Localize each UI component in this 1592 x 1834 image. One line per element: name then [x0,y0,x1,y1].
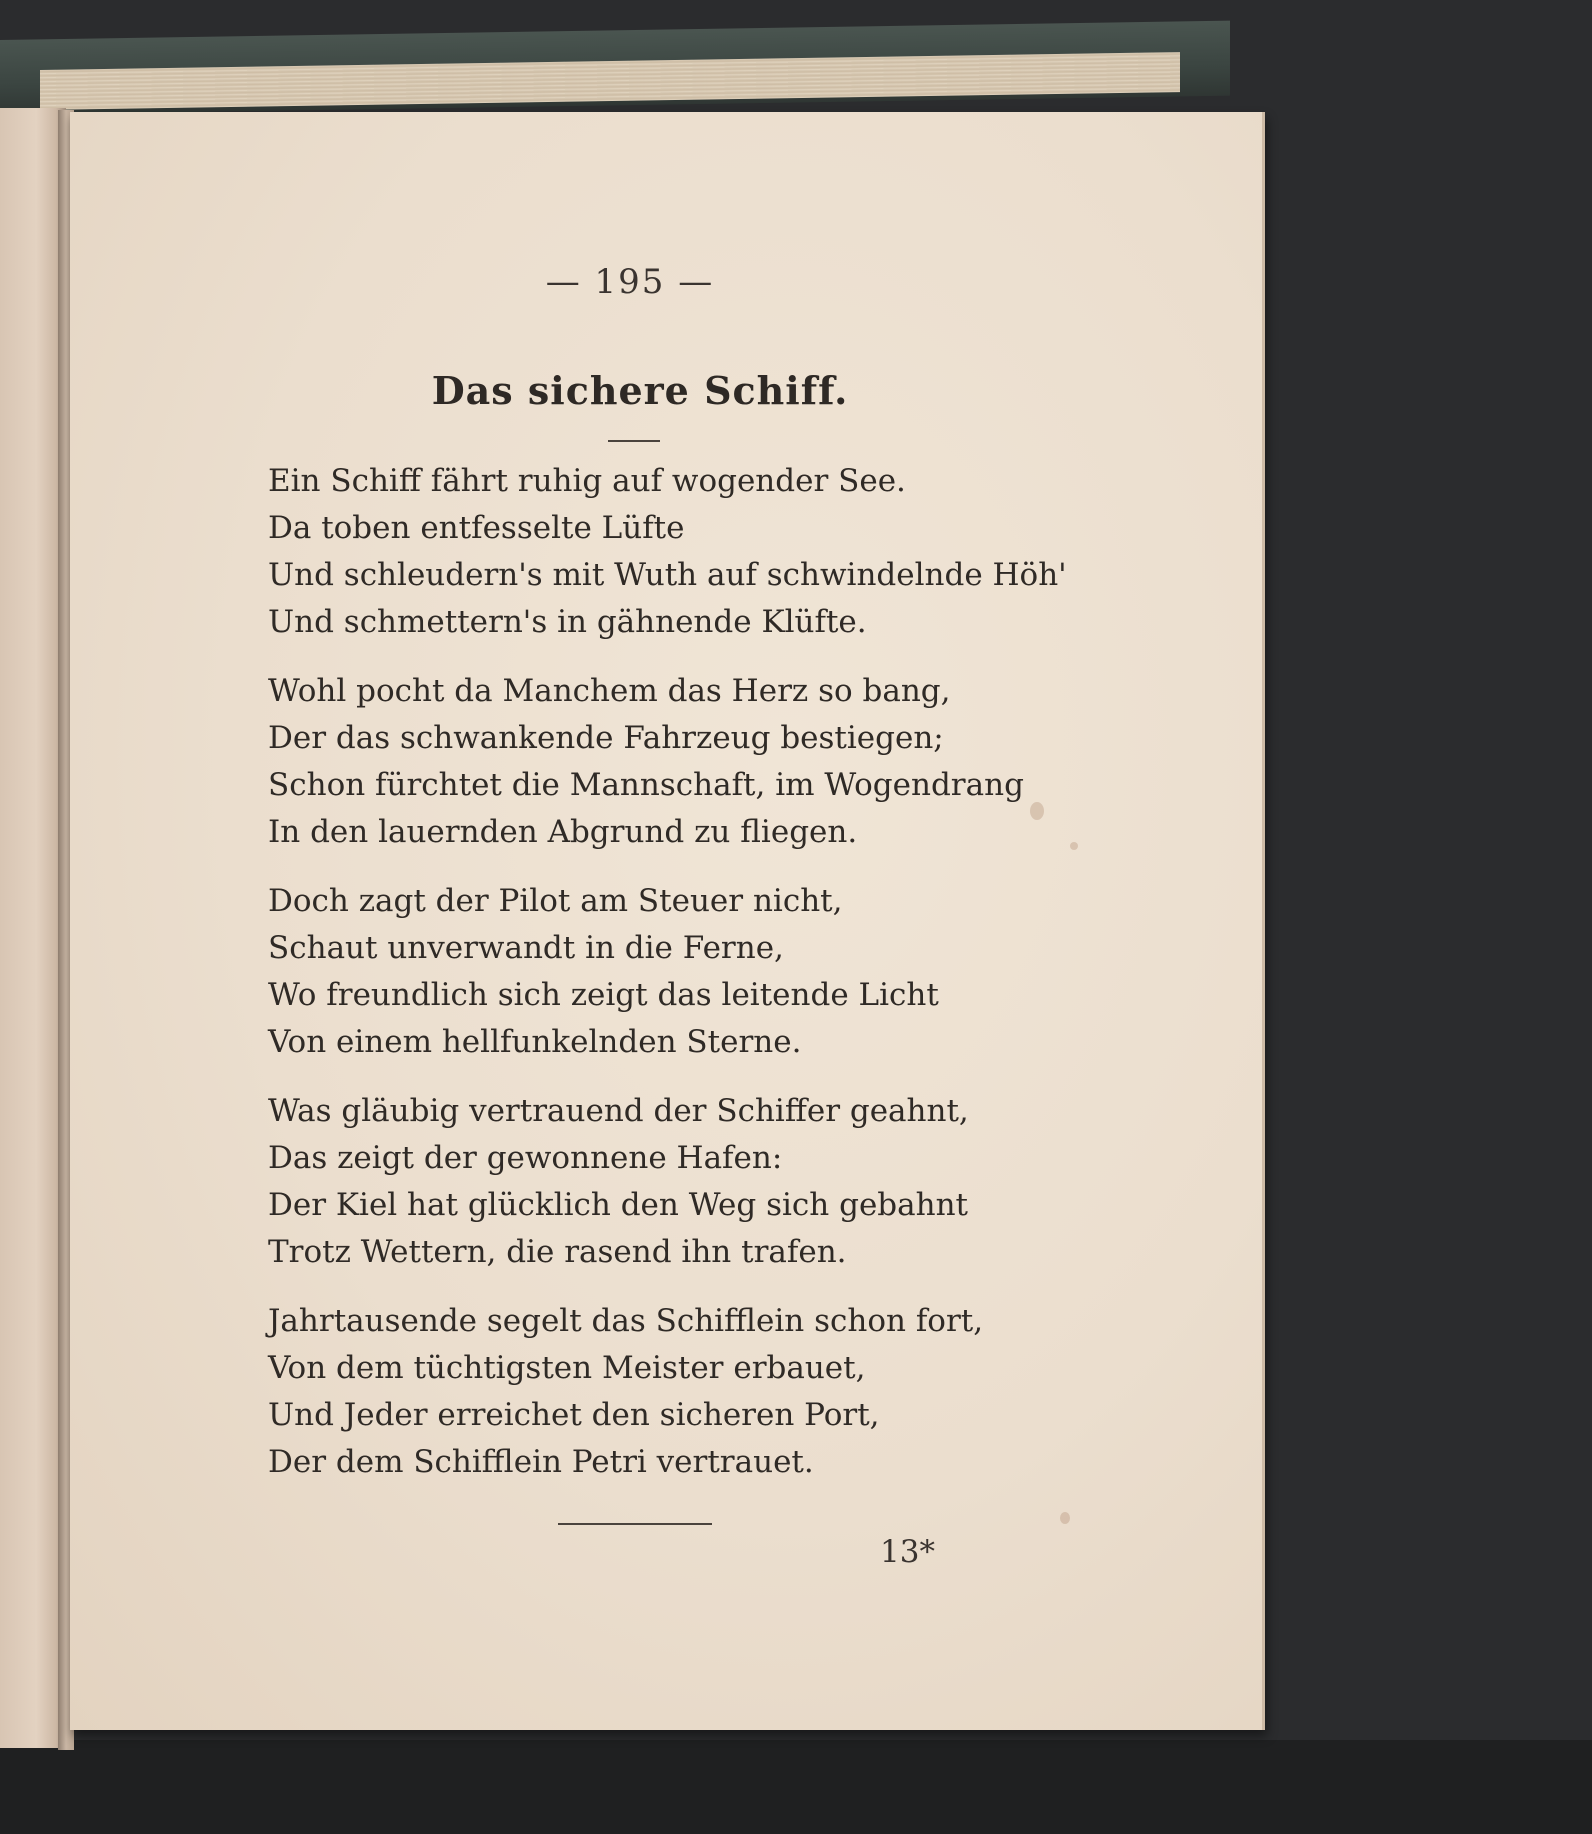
poem-line: Wo freundlich sich zeigt das leitende Licht [268,977,939,1013]
title-divider [608,440,660,442]
left-page-strip [0,108,66,1748]
poem-line: In den lauernden Abgrund zu fliegen. [268,814,858,850]
poem-line: Schaut unverwandt in die Ferne, [268,930,784,966]
stain [1060,1512,1070,1524]
stanza [268,458,1067,646]
page-number: — 195 — [545,262,715,302]
poem-line: Trotz Wettern, die rasend ihn trafen. [268,1234,847,1270]
poem-body [268,458,1067,1508]
poem-line: Und Jeder erreichet den sicheren Port, [268,1397,880,1433]
end-divider [558,1523,712,1525]
stanza [268,1088,1028,1276]
table-surface [0,1740,1592,1834]
signature-mark: 13* [880,1534,935,1570]
poem-line: Von dem tüchtigsten Meister erbauet, [268,1350,866,1386]
poem-line: Und schleudern's mit Wuth auf schwindelnde Höh' [268,557,1067,593]
stanza [268,668,1028,856]
poem-line: Ein Schiff fährt ruhig auf wogender See. [268,463,906,499]
stanza [268,878,1028,1066]
poem-line: Und schmettern's in gähnende Klüfte. [268,604,867,640]
stain [1070,842,1078,850]
poem-line: Was gläubig vertrauend der Schiffer geahnt, [268,1093,969,1129]
stanza [268,1298,1028,1486]
poem-line: Schon fürchtet die Mannschaft, im Wogendrang [268,767,1024,803]
poem-line: Der dem Schifflein Petri vertrauet. [268,1444,814,1480]
poem-line: Da toben entfesselte Lüfte [268,510,685,546]
poem-line: Wohl pocht da Manchem das Herz so bang, [268,673,951,709]
poem-line: Der Kiel hat glücklich den Weg sich gebahnt [268,1187,968,1223]
poem-title: Das sichere Schiff. [431,368,849,413]
stain [1030,802,1044,820]
poem-line: Der das schwankende Fahrzeug bestiegen; [268,720,944,756]
poem-line: Von einem hellfunkelnden Sterne. [268,1024,802,1060]
poem-line: Das zeigt der gewonnene Hafen: [268,1140,783,1176]
poem-line: Jahrtausende segelt das Schifflein schon fort, [268,1303,984,1339]
poem-line: Doch zagt der Pilot am Steuer nicht, [268,883,843,919]
